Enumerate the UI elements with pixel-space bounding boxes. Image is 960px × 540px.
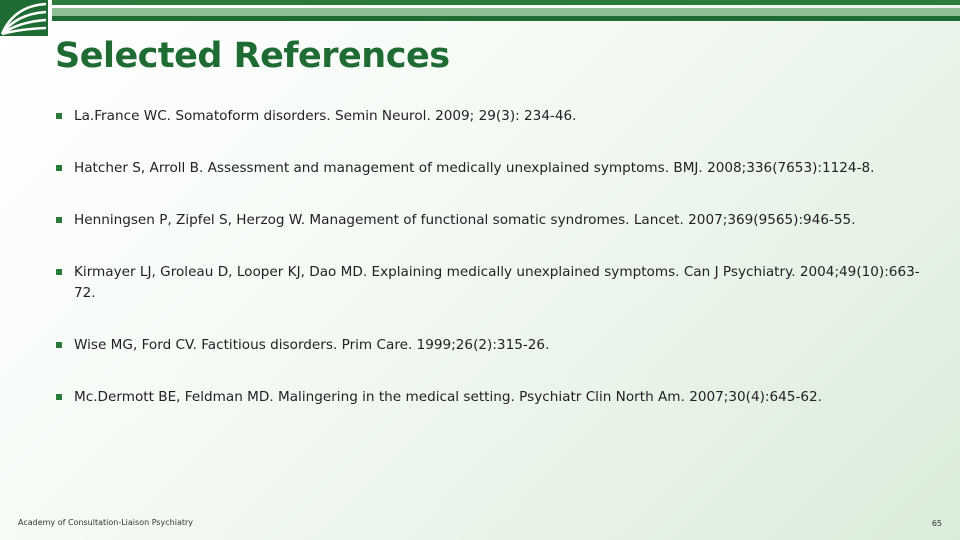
academy-logo <box>0 0 48 36</box>
bullet-icon <box>56 165 62 171</box>
header-stripe-bottom <box>52 16 960 21</box>
bullet-icon <box>56 217 62 223</box>
reference-text: La.France WC. Somatoform disorders. Semin Neurol. 2009; 29(3): 234-46. <box>74 108 577 124</box>
reference-item <box>56 106 936 127</box>
reference-text: Wise MG, Ford CV. Factitious disorders. Prim Care. 1999;26(2):315-26. <box>74 337 550 353</box>
reference-item <box>56 210 936 231</box>
footer-organization: Academy of Consultation-Liaison Psychiatry <box>18 518 194 527</box>
bullet-icon <box>56 269 62 275</box>
header-stripe-middle <box>52 8 960 16</box>
reference-text: Henningsen P, Zipfel S, Herzog W. Management of functional somatic syndromes. Lancet. 2007;369(9565):946-55. <box>74 212 856 228</box>
reference-item <box>56 158 936 179</box>
reference-item <box>56 387 936 408</box>
logo-arcs-icon <box>0 0 48 36</box>
reference-text: Mc.Dermott BE, Feldman MD. Malingering in the medical setting. Psychiatr Clin North Am. 2007;30(4):645-62. <box>74 389 822 405</box>
reference-item <box>56 335 936 356</box>
header-stripe-top <box>52 0 960 5</box>
reference-text: Hatcher S, Arroll B. Assessment and management of medically unexplained symptoms. BMJ. 2008;336(7653):1124-8. <box>74 160 875 176</box>
reference-text: Kirmayer LJ, Groleau D, Looper KJ, Dao MD. Explaining medically unexplained symptoms. Can J Psychiatry. 2004;49(10):663-72. <box>74 264 920 301</box>
bullet-icon <box>56 394 62 400</box>
reference-item <box>56 262 936 304</box>
slide-title: Selected References <box>55 36 450 76</box>
reference-list <box>56 106 936 408</box>
bullet-icon <box>56 342 62 348</box>
page-number: 65 <box>931 519 942 528</box>
bullet-icon <box>56 113 62 119</box>
